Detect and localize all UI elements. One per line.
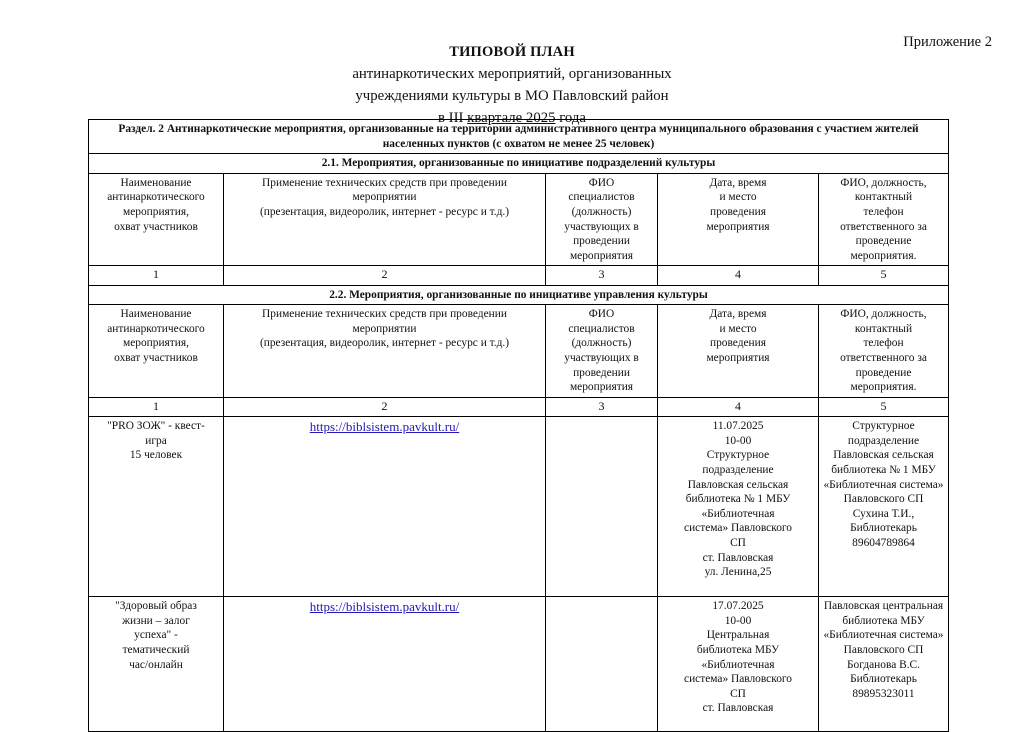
hdr-line: ответственного за проведение [840, 220, 927, 248]
header-cell-datetime-21 [658, 173, 819, 266]
datetime-line: система» Павловского [684, 522, 792, 535]
hdr-line: (презентация, видеоролик, интернет - ресурс и т.д.) [259, 337, 510, 350]
hdr-line: проведения [710, 205, 766, 218]
hdr-line: (должность) [571, 205, 632, 218]
col-number-4: 4 [658, 266, 819, 285]
hdr-line: Применение технических средств при проведении [262, 308, 507, 321]
hdr-line: мероприятия [569, 249, 634, 262]
quarter-underlined: квартале 2025 [467, 110, 556, 127]
header-cell-tech-22 [224, 305, 546, 398]
hdr-line: телефон [863, 337, 904, 350]
responsible-line: 89895323011 [852, 687, 915, 700]
datetime-line: система» Павловского [684, 673, 792, 686]
col-number-5: 5 [819, 266, 949, 285]
datetime-line: СП [730, 536, 746, 549]
hdr-line: Наименование [120, 308, 192, 321]
table-row-column-headers-21 [89, 173, 949, 266]
title-subline-2: учреждениями культуры в МО Павловский район [355, 88, 669, 105]
col-number-2: 2 [224, 397, 546, 416]
hdr-line: ФИО, должность, контактный [840, 308, 927, 335]
datetime-line: Структурное [706, 449, 770, 462]
col-number-2: 2 [224, 266, 546, 285]
table-row [89, 597, 949, 732]
table-row-subsection-21 [89, 154, 949, 174]
hdr-line: Дата, время [709, 308, 767, 321]
quarter-suffix: года [555, 110, 586, 127]
event-specialists-cell [546, 417, 658, 597]
event-name-line: "PRO ЗОЖ" - квест- [107, 420, 205, 433]
quarter-prefix: в III [438, 110, 468, 127]
event-name-cell [89, 597, 224, 732]
datetime-line: «Библиотечная [701, 507, 775, 520]
hdr-line: специалистов [568, 191, 635, 204]
header-cell-tech-21 [224, 173, 546, 266]
event-responsible-cell [819, 597, 949, 732]
responsible-line: Библиотекарь [850, 522, 917, 535]
hdr-line: мероприятии [352, 322, 417, 335]
event-name-line: успеха" - [134, 629, 178, 642]
datetime-line: 10-00 [724, 434, 752, 447]
hdr-line: мероприятия [706, 220, 770, 233]
datetime-line: библиотека № 1 МБУ [685, 493, 791, 506]
antidrug-events-table [88, 119, 949, 732]
event-name-line: жизни – залог [122, 614, 190, 627]
table-row [89, 417, 949, 597]
section-band-cell [89, 120, 949, 154]
col-number-4: 4 [658, 397, 819, 416]
col-number-5: 5 [819, 397, 949, 416]
datetime-line: подразделение [702, 464, 774, 476]
event-name-line: 15 человек [129, 449, 183, 462]
responsible-line: 89604789864 [852, 536, 915, 549]
datetime-line: Павловская сельская [687, 478, 789, 491]
header-cell-name-21 [89, 173, 224, 266]
responsible-line: Библиотекарь [850, 673, 917, 686]
table-row-column-numbers-21 [89, 266, 949, 285]
section-band-line-1: Раздел. 2 Антинаркотические мероприятия, организованные на территории административного центра муниципального образования с участием жителей [118, 123, 919, 135]
hdr-line: ФИО [588, 308, 615, 321]
hdr-line: Наименование [120, 176, 192, 189]
event-name-line: час/онлайн [129, 658, 183, 671]
responsible-line: Павловского СП [843, 493, 924, 506]
hdr-line: участвующих в [564, 220, 639, 233]
header-cell-datetime-22 [658, 305, 819, 398]
hdr-line: мероприятия [569, 381, 634, 394]
hdr-line: проведения [710, 337, 766, 350]
event-responsible-cell [819, 417, 949, 597]
datetime-line: ст. Павловская [702, 551, 774, 564]
responsible-line: Сухина Т.И., [852, 507, 915, 520]
event-name-line: игра [145, 434, 167, 447]
section-band-line-2: населенных пунктов (с охватом не менее 25 человек) [382, 137, 655, 150]
hdr-line: ФИО [588, 176, 615, 189]
page-title: ТИПОВОЙ ПЛАН [449, 44, 575, 60]
header-cell-responsible-21 [819, 173, 949, 266]
datetime-line: СП [730, 687, 746, 700]
responsible-line: подразделение [847, 434, 920, 447]
hdr-line: мероприятии [352, 191, 417, 204]
hdr-line: проведении [573, 366, 630, 379]
event-tech-cell [224, 597, 546, 732]
hdr-line: антинаркотического [107, 191, 205, 204]
event-specialists-cell [546, 597, 658, 732]
hdr-line: телефон [863, 205, 904, 218]
hdr-line: (презентация, видеоролик, интернет - ресурс и т.д.) [259, 205, 510, 218]
table-row-column-numbers-22 [89, 397, 949, 416]
hdr-line: мероприятия. [850, 249, 917, 262]
hdr-line: специалистов [568, 322, 635, 335]
hdr-line: Применение технических средств при проведении [262, 176, 507, 189]
col-number-3: 3 [546, 397, 658, 416]
hdr-line: охват участников [114, 220, 198, 233]
hdr-line: и место [719, 322, 757, 335]
hdr-line: мероприятия. [850, 381, 917, 394]
responsible-line: Павловская сельская [833, 449, 934, 462]
table-row-section-band [89, 120, 949, 154]
hdr-line: (должность) [571, 337, 632, 350]
col-number-1: 1 [89, 397, 224, 416]
header-cell-specialists-22 [546, 305, 658, 398]
header-cell-responsible-22 [819, 305, 949, 398]
hdr-line: охват участников [114, 352, 198, 365]
datetime-line: 17.07.2025 [712, 600, 764, 613]
responsible-line: библиотека № 1 МБУ [831, 464, 936, 476]
responsible-line: Структурное [852, 420, 915, 433]
table-row-column-headers-22 [89, 305, 949, 398]
responsible-line: «Библиотечная система» [823, 629, 944, 642]
event-name-line: "Здоровый образ [115, 600, 197, 613]
responsible-line: Павловского СП [843, 644, 924, 656]
subsection-21-cell: 2.1. Мероприятия, организованные по инициативе подразделений культуры [89, 154, 949, 174]
responsible-line: «Библиотечная система» [823, 478, 944, 491]
datetime-line: ст. Павловская [702, 702, 774, 715]
table-row-subsection-22 [89, 285, 949, 305]
col-number-1: 1 [89, 266, 224, 285]
responsible-line: библиотека МБУ [842, 614, 925, 627]
appendix-label: Приложение 2 [903, 34, 992, 50]
hdr-line: мероприятия, [123, 337, 189, 350]
event-name-cell [89, 417, 224, 597]
datetime-line: ул. Ленина,25 [704, 566, 772, 579]
hdr-line: мероприятия [706, 352, 770, 365]
hdr-line: ответственного за проведение [840, 352, 927, 379]
event-resource-link[interactable]: https://biblsistem.pavkult.ru/ [309, 599, 460, 615]
header-cell-specialists-21 [546, 173, 658, 266]
subsection-22-cell: 2.2. Мероприятия, организованные по инициативе управления культуры [89, 285, 949, 305]
responsible-line: Богданова В.С. [846, 658, 920, 671]
event-tech-cell [224, 417, 546, 597]
datetime-line: 11.07.2025 [712, 420, 764, 433]
hdr-line: антинаркотического [107, 322, 205, 335]
event-name-line: тематический [122, 644, 190, 656]
event-datetime-place-cell [658, 417, 819, 597]
hdr-line: проведении [573, 235, 630, 248]
hdr-line: мероприятия, [123, 205, 189, 218]
datetime-line: «Библиотечная [701, 658, 775, 671]
header-cell-name-22 [89, 305, 224, 398]
datetime-line: Центральная [706, 629, 770, 642]
event-resource-link[interactable]: https://biblsistem.pavkult.ru/ [309, 419, 460, 435]
event-datetime-place-cell [658, 597, 819, 732]
col-number-3: 3 [546, 266, 658, 285]
datetime-line: библиотека МБУ [696, 644, 780, 656]
hdr-line: участвующих в [564, 352, 639, 365]
hdr-line: и место [719, 191, 757, 204]
responsible-line: Павловская центральная [823, 600, 944, 613]
document-title-block [0, 42, 1024, 130]
datetime-line: 10-00 [724, 614, 752, 627]
title-subline-1: антинаркотических мероприятий, организованных [352, 66, 672, 83]
hdr-line: ФИО, должность, контактный [840, 176, 927, 204]
hdr-line: Дата, время [709, 176, 767, 189]
